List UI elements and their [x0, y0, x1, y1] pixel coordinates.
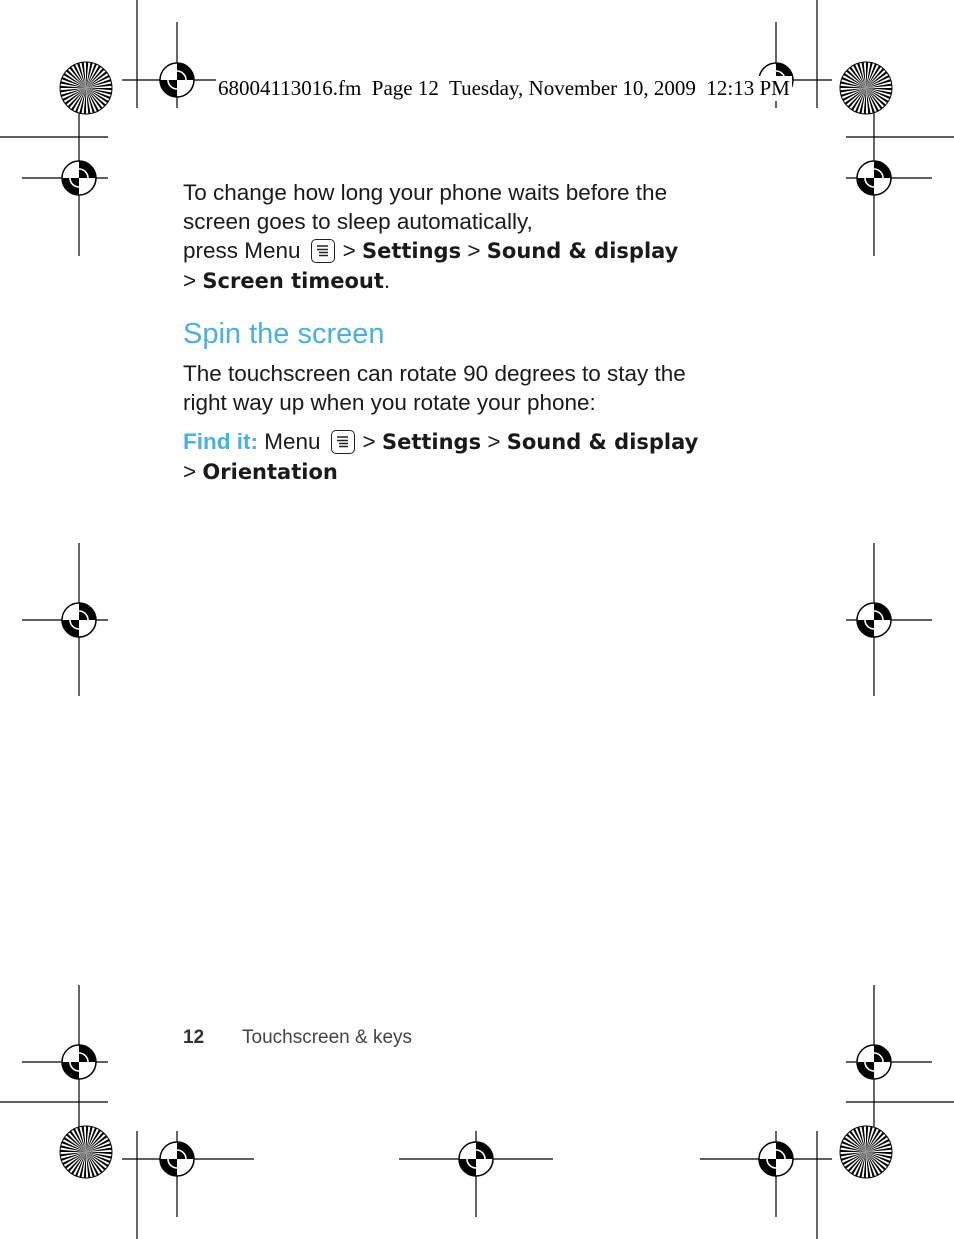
starburst-target-icon	[840, 62, 892, 114]
document-slug: 68004113016.fm Page 12 Tuesday, November 10, 2009 12:13 PM	[218, 76, 790, 100]
period: .	[383, 268, 391, 293]
registration-mark-icon	[857, 161, 891, 195]
settings-label: Settings	[361, 239, 462, 263]
sound-display-label: Sound & display	[506, 430, 699, 454]
menu-path-line	[183, 427, 763, 457]
registration-mark-icon	[160, 63, 194, 97]
registration-mark-icon	[857, 603, 891, 637]
text-line: The touchscreen can rotate 90 degrees to stay the	[183, 361, 686, 386]
menu-path-line	[183, 236, 763, 266]
starburst-target-icon	[60, 1126, 112, 1178]
registration-mark-icon	[62, 161, 96, 195]
separator: >	[342, 238, 356, 263]
separator: >	[362, 429, 376, 454]
menu-key-icon	[331, 430, 355, 454]
page-number: 12	[183, 1027, 205, 1048]
starburst-target-icon	[60, 62, 112, 114]
spin-paragraph	[183, 359, 763, 417]
section-heading: Spin the screen	[183, 318, 385, 350]
registration-mark-icon	[62, 1045, 96, 1079]
screen-timeout-label: Screen timeout	[202, 269, 384, 293]
starburst-target-icon	[840, 1126, 892, 1178]
menu-path-line	[183, 266, 763, 296]
registration-mark-icon	[759, 1142, 793, 1176]
menu-key-icon	[311, 239, 335, 263]
text-line: screen goes to sleep automatically,	[183, 209, 533, 234]
registration-mark-icon	[459, 1142, 493, 1176]
registration-mark-icon	[62, 603, 96, 637]
separator: >	[467, 238, 481, 263]
press-menu-text: press Menu	[183, 238, 301, 263]
footer-section-title: Touchscreen & keys	[242, 1027, 413, 1048]
separator: >	[487, 429, 501, 454]
orientation-label: Orientation	[202, 460, 338, 484]
find-it-label: Find it:	[183, 429, 258, 454]
registration-mark-icon	[857, 1045, 891, 1079]
settings-label: Settings	[381, 430, 482, 454]
separator: >	[183, 459, 197, 484]
text-line: right way up when you rotate your phone:	[183, 390, 596, 415]
registration-mark-icon	[160, 1142, 194, 1176]
menu-path-line	[183, 457, 763, 487]
sound-display-label: Sound & display	[486, 239, 679, 263]
find-it-path	[183, 427, 763, 487]
menu-text: Menu	[264, 429, 321, 454]
screen-timeout-paragraph	[183, 178, 763, 296]
text-line: To change how long your phone waits before the	[183, 180, 668, 205]
separator: >	[183, 268, 197, 293]
